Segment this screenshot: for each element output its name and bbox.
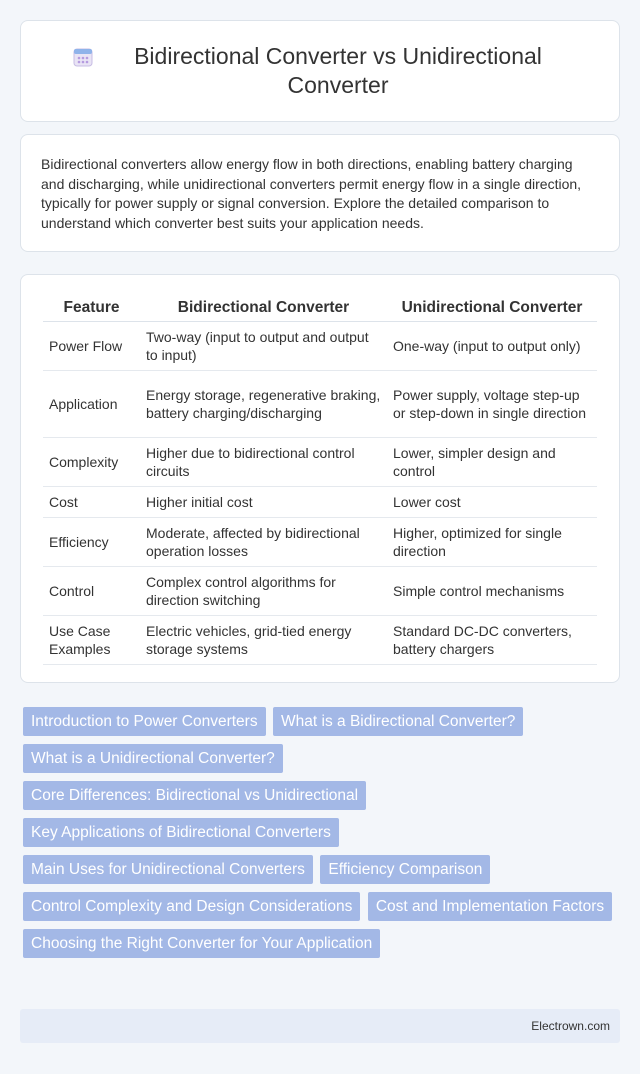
table-row	[43, 322, 597, 371]
table-row	[43, 567, 597, 616]
unidirectional-cell: Standard DC-DC converters, battery chargers	[387, 616, 597, 665]
topic-links	[23, 707, 619, 966]
bidirectional-cell: Complex control algorithms for direction switching	[140, 567, 387, 616]
column-header-bidirectional: Bidirectional Converter	[140, 295, 387, 322]
feature-cell: Application	[43, 371, 140, 438]
feature-cell: Cost	[43, 487, 140, 518]
table-row	[43, 438, 597, 487]
feature-cell: Complexity	[43, 438, 140, 487]
table-row	[43, 371, 597, 438]
intro-text: Bidirectional converters allow energy flow in both directions, enabling battery charging and discharging, while unidirectional converters permit energy flow in a single direction, typically for power supply or signal conversion. Explore the detailed comparison to understand which converter best suits your application needs.	[41, 156, 582, 231]
topic-link[interactable]: Choosing the Right Converter for Your Application	[23, 929, 380, 958]
unidirectional-cell: One-way (input to output only)	[387, 322, 597, 371]
feature-cell: Use Case Examples	[43, 616, 140, 665]
topic-link[interactable]: Introduction to Power Converters	[23, 707, 266, 736]
intro-card	[20, 134, 620, 252]
bidirectional-cell: Energy storage, regenerative braking, battery charging/discharging	[140, 371, 387, 438]
feature-cell: Efficiency	[43, 518, 140, 567]
topic-link[interactable]: Control Complexity and Design Considerations	[23, 892, 360, 921]
page-title: Bidirectional Converter vs Unidirectional Converter	[134, 43, 542, 98]
table-header-row	[43, 295, 597, 322]
calendar-icon	[72, 46, 94, 68]
table-row	[43, 616, 597, 665]
topic-link[interactable]: Core Differences: Bidirectional vs Unidirectional	[23, 781, 366, 810]
topic-link[interactable]: What is a Unidirectional Converter?	[23, 744, 283, 773]
comparison-table-card	[20, 274, 620, 683]
unidirectional-cell: Higher, optimized for single direction	[387, 518, 597, 567]
column-header-feature: Feature	[43, 295, 140, 322]
table-row	[43, 487, 597, 518]
footer-site-name[interactable]: Electrown.com	[531, 1019, 610, 1033]
unidirectional-cell: Lower cost	[387, 487, 597, 518]
topic-link[interactable]: What is a Bidirectional Converter?	[273, 707, 523, 736]
feature-cell: Control	[43, 567, 140, 616]
unidirectional-cell: Simple control mechanisms	[387, 567, 597, 616]
bidirectional-cell: Moderate, affected by bidirectional operation losses	[140, 518, 387, 567]
topic-link[interactable]: Key Applications of Bidirectional Converters	[23, 818, 339, 847]
comparison-table	[43, 295, 597, 665]
title-card	[20, 20, 620, 122]
title-wrap	[60, 19, 580, 123]
table-row	[43, 518, 597, 567]
footer	[20, 1009, 620, 1043]
bidirectional-cell: Higher due to bidirectional control circuits	[140, 438, 387, 487]
bidirectional-cell: Electric vehicles, grid-tied energy storage systems	[140, 616, 387, 665]
unidirectional-cell: Lower, simpler design and control	[387, 438, 597, 487]
unidirectional-cell: Power supply, voltage step-up or step-down in single direction	[387, 371, 597, 438]
column-header-unidirectional: Unidirectional Converter	[387, 295, 597, 322]
feature-cell: Power Flow	[43, 322, 140, 371]
topic-link[interactable]: Cost and Implementation Factors	[368, 892, 612, 921]
topic-link[interactable]: Main Uses for Unidirectional Converters	[23, 855, 313, 884]
bidirectional-cell: Two-way (input to output and output to input)	[140, 322, 387, 371]
bidirectional-cell: Higher initial cost	[140, 487, 387, 518]
topic-link[interactable]: Efficiency Comparison	[320, 855, 490, 884]
